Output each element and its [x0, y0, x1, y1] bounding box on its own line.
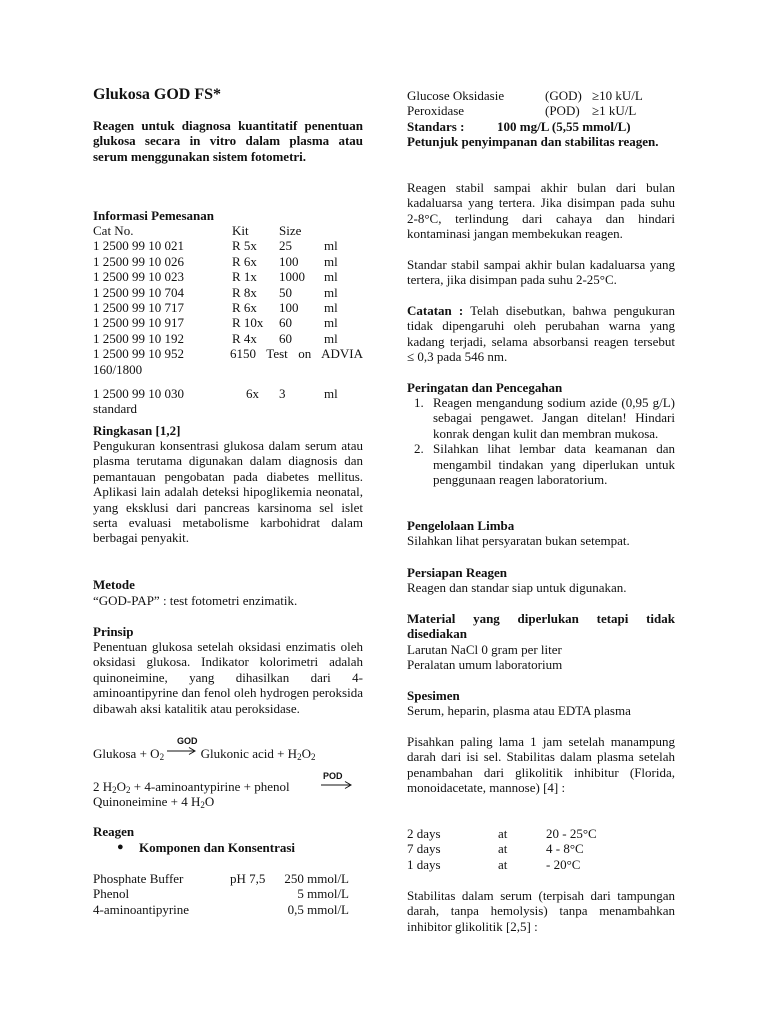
principle-paragraph: Penentuan glukosa setelah oksidasi enzimatis oleh oksidasi glukosa. Indikator kolorimetri adalah quinoneimine, yang dihasilkan dari 4-aminoantipyrine dan fenol oleh hydrogen peroksida dibawah aksi katalitik atau peroksidase.	[93, 639, 363, 716]
order-advia-desc: 6150 Test on ADVIA	[230, 346, 363, 362]
enzymes-table	[407, 88, 675, 119]
order-cat: 1 2500 99 10 704	[93, 284, 184, 300]
warning-number: 1.	[414, 395, 424, 410]
order-row	[93, 300, 363, 315]
order-std-desc: standard	[93, 401, 138, 417]
stability-temp: - 20°C	[546, 856, 581, 872]
eq1-reactants: Glukosa + $O_2$	[93, 746, 165, 762]
eq2-enzyme-label: POD	[323, 771, 343, 781]
prep-text: Reagen dan standar siap untuk digunakan.	[407, 580, 627, 595]
order-unit: ml	[324, 299, 338, 315]
order-size: 60	[279, 330, 292, 346]
specimen-text: Serum, heparin, plasma atau EDTA plasma	[407, 703, 631, 718]
component-name: 4-aminoantipyrine	[93, 901, 190, 917]
eq1-enzyme-label: GOD	[177, 736, 198, 746]
order-cat: 1 2500 99 10 021	[93, 238, 184, 254]
order-kit: R 4x	[232, 330, 257, 346]
stability-at: at	[498, 841, 508, 857]
order-cat: 1 2500 99 10 030	[93, 385, 184, 401]
order-row-standard	[93, 386, 363, 401]
order-size: 100	[279, 299, 299, 315]
enzyme-name: Glucose Oksidasie	[407, 88, 505, 103]
note-paragraph	[407, 303, 675, 365]
order-size: 25	[279, 238, 292, 254]
document-title: Glukosa GOD FS*	[93, 86, 222, 103]
order-size: 60	[279, 315, 292, 331]
order-kit: R 5x	[232, 238, 257, 254]
order-size: 50	[279, 284, 292, 300]
component-name: Phenol	[93, 886, 130, 902]
eq2-reactants: 2 $H_2O_2$ + 4-aminoantypirine + phenol	[93, 779, 290, 795]
order-kit: R 8x	[232, 284, 257, 300]
summary-heading: Ringkasan [1,2]	[93, 423, 181, 438]
waste-heading: Pengelolaan Limba	[407, 518, 515, 533]
order-size: 100	[279, 253, 299, 269]
stability-at: at	[498, 826, 508, 841]
order-kit: R 6x	[232, 253, 257, 269]
warning-number: 2.	[414, 441, 424, 457]
order-size: 1000	[279, 269, 305, 285]
order-row	[93, 331, 363, 346]
component-ph: pH 7,5	[230, 871, 266, 886]
stability-row	[407, 841, 675, 856]
order-advia-desc-2: 160/1800	[93, 361, 143, 377]
eq1-products: Glukonic acid + $H_2O_2$	[200, 746, 316, 762]
enzyme-abbr: (POD)	[545, 103, 580, 119]
stability-duration: 7 days	[407, 841, 441, 857]
principle-heading: Prinsip	[93, 624, 134, 639]
component-conc: 0,5 mmol/L	[287, 901, 349, 917]
stability-duration: 1 days	[407, 856, 441, 872]
order-row	[93, 254, 363, 269]
warning-list	[407, 395, 675, 487]
stability-duration: 2 days	[407, 826, 441, 841]
standard-line	[407, 119, 675, 134]
warning-text: Reagen mengandung sodium azide (0,95 g/L) sebagai pengawet. Jangan ditelan! Hindari konrak dengan kulit dan membran mukosa.	[433, 395, 675, 441]
order-table	[93, 223, 363, 417]
order-row-advia	[93, 346, 363, 361]
note-text: Telah disebutkan, bahwa pengukuran tidak dipengaruhi oleh perubahan warna yang kadang terjadi, selama absorbansi reagen tersebut ≤ 0,3 pada 546 nm.	[407, 303, 676, 365]
material-item-2: Peralatan umum laboratorium	[407, 657, 563, 672]
equation-2	[93, 766, 363, 810]
order-unit: ml	[324, 315, 338, 331]
order-row	[93, 315, 363, 330]
order-cat: 1 2500 99 10 023	[93, 269, 184, 285]
reaction-arrow-icon	[321, 780, 353, 790]
enzyme-name: Peroxidase	[407, 103, 465, 119]
order-kit: R 1x	[232, 269, 257, 285]
specimen-heading: Spesimen	[407, 688, 460, 703]
order-unit: ml	[324, 385, 338, 401]
left-column	[93, 0, 363, 917]
standard-value: 100 mg/L (5,55 mmol/L)	[497, 119, 631, 134]
component-row	[93, 902, 363, 917]
order-cat: 1 2500 99 10 026	[93, 253, 184, 269]
material-item-1: Larutan NaCl 0 gram per liter	[407, 642, 562, 657]
enzyme-row	[407, 103, 675, 118]
component-conc: 250 mmol/L	[284, 871, 349, 886]
component-conc: 5 mmol/L	[297, 886, 349, 902]
eq2-products: Quinoneimine + 4 $H_2O$	[93, 794, 215, 810]
intro-paragraph: Reagen untuk diagnosa kuantitatif penentuan glukosa secara in vitro dalam plasma atau serum menggunakan sistem fotometri.	[93, 118, 363, 164]
order-kit: R 10x	[232, 315, 264, 331]
order-unit: ml	[324, 238, 338, 254]
method-heading: Metode	[93, 577, 135, 592]
warning-text: Silahkan lihat lembar data keamanan dan mengambil tindakan yang diperlukan untuk penggunaan reagen laboratorium.	[433, 441, 675, 488]
enzyme-abbr: (GOD)	[545, 88, 582, 103]
order-row	[93, 285, 363, 300]
warning-item	[407, 395, 675, 441]
stability-table	[407, 826, 675, 872]
stability-row	[407, 826, 675, 841]
bullet-icon: ●	[117, 841, 124, 853]
order-col-cat: Cat No.	[93, 223, 134, 238]
order-header-row	[93, 223, 363, 238]
component-row	[93, 886, 363, 901]
storage-paragraph-2: Standar stabil sampai akhir bulan kadaluarsa yang tertera, jika disimpan pada suhu 2-25°C.	[407, 257, 675, 288]
enzyme-row	[407, 88, 675, 103]
order-size: 3	[279, 385, 286, 401]
equation-1	[93, 734, 363, 768]
summary-paragraph: Pengukuran konsentrasi glukosa dalam serum atau plasma terutama digunakan dalam diagnosis dan pemantauan pengobatan pada diabetes mellitus. Aplikasi lain adalah deteksi hipoglikemia neonatal, yang eksklusi dari pancreas karsinoma sel islet serta evaluasi metabolisme karbohidrat dalam berbagai penyakit.	[93, 438, 363, 546]
stability-temp: 4 - 8°C	[546, 841, 584, 857]
warning-item	[407, 441, 675, 487]
component-row	[93, 871, 363, 886]
order-row	[93, 269, 363, 284]
order-cat: 1 2500 99 10 717	[93, 299, 184, 315]
order-rows	[93, 238, 363, 346]
reaction-arrow-icon	[167, 746, 197, 756]
stability-temp: 20 - 25°C	[546, 826, 597, 841]
separation-paragraph: Pisahkan paling lama 1 jam setelah manampung darah dari isi sel. Stabilitas dalam plasma setelah penambahan dari glikolitik inhibitur (Florida, monoidacetate, mannose) [4] :	[407, 734, 675, 796]
order-col-kit: Kit	[232, 223, 249, 238]
storage-heading: Petunjuk penyimpanan dan stabilitas reagen.	[407, 134, 659, 149]
order-kit: R 6x	[232, 299, 257, 315]
order-col-size: Size	[279, 223, 302, 238]
prep-heading: Persiapan Reagen	[407, 565, 508, 580]
order-cat: 1 2500 99 10 192	[93, 330, 184, 346]
components-table	[93, 871, 363, 917]
component-name: Phosphate Buffer	[93, 871, 184, 886]
note-label: Catatan :	[407, 303, 464, 318]
method-text: “GOD-PAP” : test fotometri enzimatik.	[93, 593, 298, 608]
order-kit: 6x	[246, 385, 259, 401]
material-heading: Material yang diperlukan tetapi tidak disediakan	[407, 611, 675, 642]
reagent-heading: Reagen	[93, 824, 135, 839]
serum-paragraph: Stabilitas dalam serum (terpisah dari tampungan darah, tanpa hemolysis) tanpa menambahkan inhibitor glikolitik [2,5] :	[407, 888, 675, 934]
order-row-standard-cont	[93, 401, 363, 416]
order-cat: 1 2500 99 10 952	[93, 346, 184, 362]
order-unit: ml	[324, 284, 338, 300]
enzyme-value: ≥1 kU/L	[592, 103, 637, 119]
stability-at: at	[498, 856, 508, 872]
reagent-subheading: ● Komponen dan Konsentrasi	[117, 840, 296, 855]
stability-row	[407, 857, 675, 872]
order-heading: Informasi Pemesanan	[93, 208, 214, 223]
waste-text: Silahkan lihat persyaratan bukan setempat.	[407, 533, 630, 548]
order-unit: ml	[324, 330, 338, 346]
standard-label: Standars :	[407, 119, 465, 134]
order-unit: ml	[324, 253, 338, 269]
warning-heading: Peringatan dan Pencegahan	[407, 380, 563, 395]
order-row-advia-cont	[93, 362, 363, 377]
enzyme-value: ≥10 kU/L	[592, 88, 643, 103]
order-cat: 1 2500 99 10 917	[93, 315, 184, 331]
order-row	[93, 238, 363, 253]
storage-paragraph-1: Reagen stabil sampai akhir bulan dari bulan kadaluarsa yang tertera. Jika disimpan pada suhu 2-8°C, terlindung dari cahaya dan hindari kontaminasi jangan membekukan reagen.	[407, 180, 675, 242]
order-unit: ml	[324, 269, 338, 285]
